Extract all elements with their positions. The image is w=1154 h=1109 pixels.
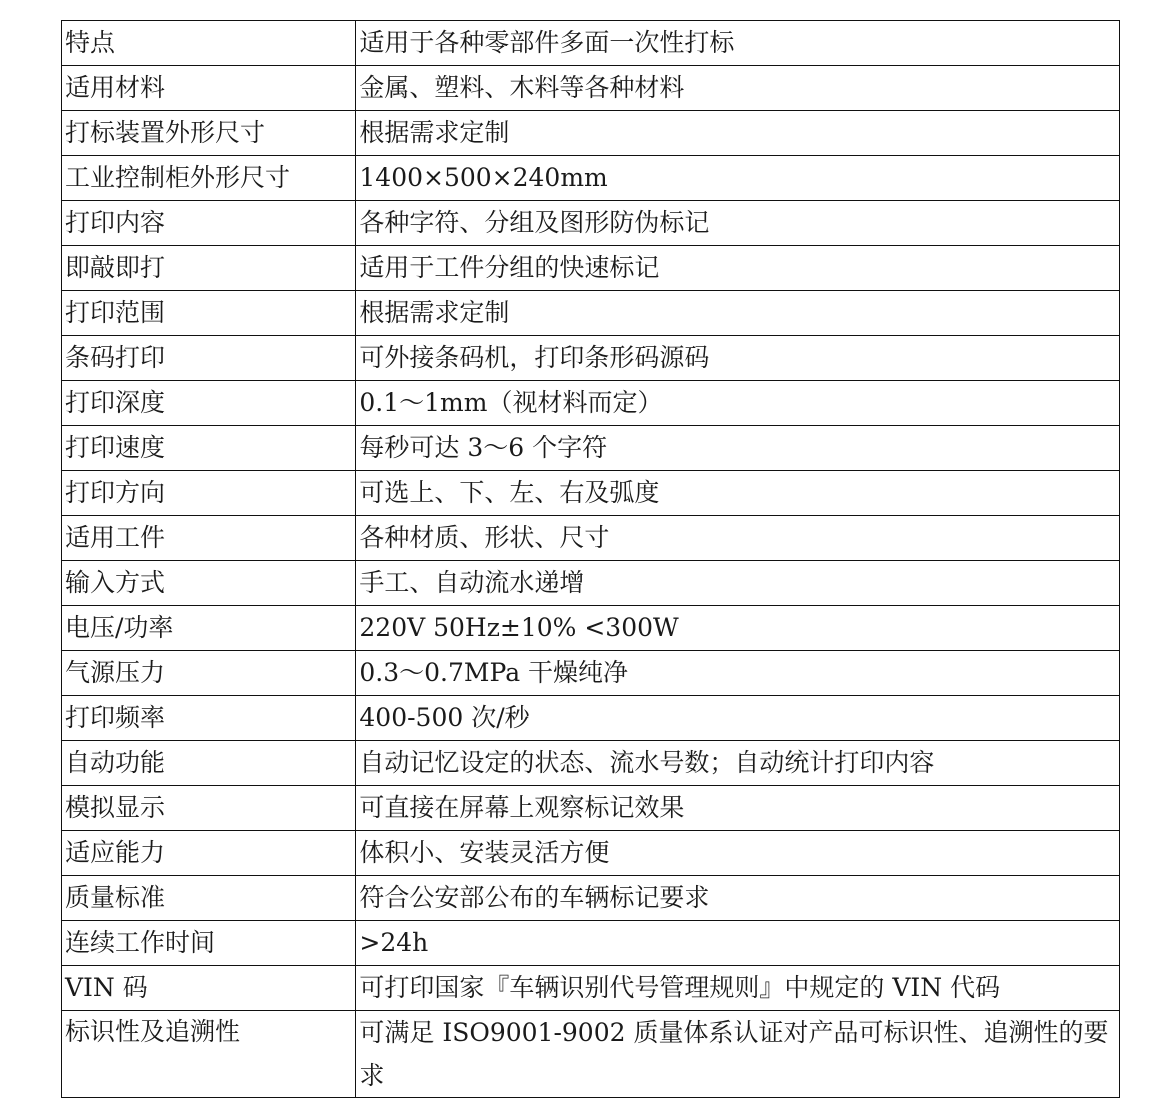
- spec-value-cell: 自动记忆设定的状态、流水号数；自动统计打印内容: [356, 741, 1120, 786]
- spec-label-cell: 工业控制柜外形尺寸: [62, 156, 356, 201]
- spec-label-cell: 条码打印: [62, 336, 356, 381]
- spec-label-cell: 气源压力: [62, 651, 356, 696]
- table-row: [62, 651, 1120, 696]
- spec-label-cell: 连续工作时间: [62, 921, 356, 966]
- spec-label-cell: 适应能力: [62, 831, 356, 876]
- spec-value-cell: 400-500 次/秒: [356, 696, 1120, 741]
- spec-value-cell: 适用于各种零部件多面一次性打标: [356, 21, 1120, 66]
- spec-label-cell: VIN 码: [62, 966, 356, 1011]
- spec-label-cell: 打印范围: [62, 291, 356, 336]
- table-row: [62, 246, 1120, 291]
- spec-value-cell: 适用于工件分组的快速标记: [356, 246, 1120, 291]
- table-row: [62, 66, 1120, 111]
- spec-value-cell: 220V 50Hz±10% <300W: [356, 606, 1120, 651]
- table-row: [62, 21, 1120, 66]
- spec-value-cell: 各种材质、形状、尺寸: [356, 516, 1120, 561]
- spec-table-body: [62, 21, 1120, 1098]
- table-row: [62, 876, 1120, 921]
- spec-label-cell: 打标装置外形尺寸: [62, 111, 356, 156]
- table-row: [62, 291, 1120, 336]
- table-row: [62, 1011, 1120, 1098]
- table-row: [62, 966, 1120, 1011]
- spec-value-cell: >24h: [356, 921, 1120, 966]
- table-row: [62, 921, 1120, 966]
- spec-label-cell: 适用材料: [62, 66, 356, 111]
- table-row: [62, 201, 1120, 246]
- table-row: [62, 561, 1120, 606]
- spec-table: [61, 20, 1120, 1098]
- spec-value-cell: 手工、自动流水递增: [356, 561, 1120, 606]
- table-row: [62, 111, 1120, 156]
- table-row: [62, 516, 1120, 561]
- table-row: [62, 381, 1120, 426]
- spec-value-cell: 可外接条码机，打印条形码源码: [356, 336, 1120, 381]
- spec-value-cell: 可打印国家『车辆识别代号管理规则』中规定的 VIN 代码: [356, 966, 1120, 1011]
- spec-label-cell: 标识性及追溯性: [62, 1011, 356, 1098]
- table-row: [62, 696, 1120, 741]
- spec-value-cell: 1400×500×240mm: [356, 156, 1120, 201]
- spec-value-cell: 0.3～0.7MPa 干燥纯净: [356, 651, 1120, 696]
- spec-value-cell: 0.1～1mm（视材料而定）: [356, 381, 1120, 426]
- spec-value-cell: 根据需求定制: [356, 111, 1120, 156]
- spec-value-cell: 可选上、下、左、右及弧度: [356, 471, 1120, 516]
- spec-value-cell: 金属、塑料、木料等各种材料: [356, 66, 1120, 111]
- spec-label-cell: 自动功能: [62, 741, 356, 786]
- spec-value-cell: 每秒可达 3～6 个字符: [356, 426, 1120, 471]
- spec-value-cell: 符合公安部公布的车辆标记要求: [356, 876, 1120, 921]
- table-row: [62, 786, 1120, 831]
- spec-label-cell: 适用工件: [62, 516, 356, 561]
- table-row: [62, 606, 1120, 651]
- table-row: [62, 336, 1120, 381]
- spec-label-cell: 打印方向: [62, 471, 356, 516]
- table-row: [62, 156, 1120, 201]
- table-row: [62, 741, 1120, 786]
- spec-value-cell: 各种字符、分组及图形防伪标记: [356, 201, 1120, 246]
- spec-label-cell: 打印速度: [62, 426, 356, 471]
- spec-label-cell: 质量标准: [62, 876, 356, 921]
- table-row: [62, 471, 1120, 516]
- spec-label-cell: 打印内容: [62, 201, 356, 246]
- table-row: [62, 831, 1120, 876]
- spec-label-cell: 模拟显示: [62, 786, 356, 831]
- spec-value-cell: 可满足 ISO9001-9002 质量体系认证对产品可标识性、追溯性的要求: [356, 1011, 1120, 1098]
- spec-label-cell: 电压/功率: [62, 606, 356, 651]
- spec-value-cell: 可直接在屏幕上观察标记效果: [356, 786, 1120, 831]
- spec-label-cell: 打印深度: [62, 381, 356, 426]
- spec-value-cell: 体积小、安装灵活方便: [356, 831, 1120, 876]
- spec-label-cell: 特点: [62, 21, 356, 66]
- spec-label-cell: 输入方式: [62, 561, 356, 606]
- spec-label-cell: 打印频率: [62, 696, 356, 741]
- table-row: [62, 426, 1120, 471]
- spec-label-cell: 即敲即打: [62, 246, 356, 291]
- spec-value-cell: 根据需求定制: [356, 291, 1120, 336]
